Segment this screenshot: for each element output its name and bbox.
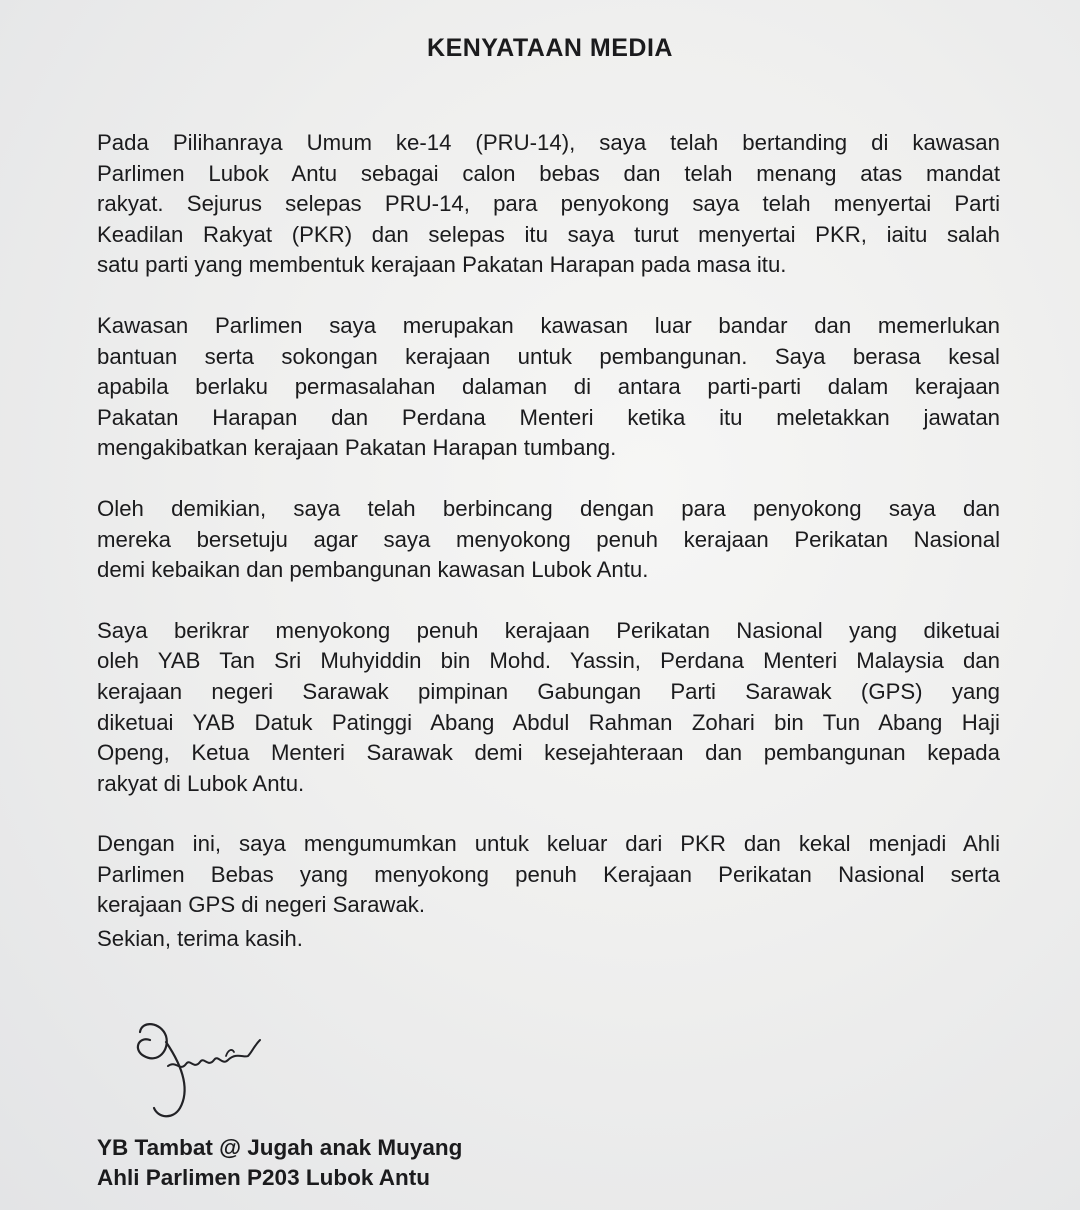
paragraph-line: Dengan ini, saya mengumumkan untuk keluar dari PKR dan kekal menjadi Ahli: [97, 831, 1000, 857]
paragraph-line: mereka bersetuju agar saya menyokong penuh kerajaan Perikatan Nasional: [97, 526, 1000, 552]
closing-line: Sekian, terima kasih.: [97, 926, 303, 951]
paragraph-line: Openg, Ketua Menteri Sarawak demi kesejahteraan dan pembangunan kepada: [97, 740, 1000, 766]
paragraph-line: mengakibatkan kerajaan Pakatan Harapan tumbang.: [97, 435, 617, 461]
paragraph-line: rakyat di Lubok Antu.: [97, 770, 305, 796]
paragraph-line: Kawasan Parlimen saya merupakan kawasan luar bandar dan memerlukan: [97, 312, 1000, 338]
signatory-name: YB Tambat @ Jugah anak Muyang: [97, 1135, 463, 1160]
paragraph-line: Parlimen Bebas yang menyokong penuh Kerajaan Perikatan Nasional serta: [97, 861, 1000, 887]
paragraph-line: oleh YAB Tan Sri Muhyiddin bin Mohd. Yassin, Perdana Menteri Malaysia dan: [97, 648, 1000, 674]
paragraph: [97, 311, 1000, 464]
paragraph-line: Saya berikrar menyokong penuh kerajaan Perikatan Nasional yang diketuai: [97, 617, 1000, 643]
paragraph-line: bantuan serta sokongan kerajaan untuk pembangunan. Saya berasa kesal: [97, 343, 1000, 369]
paragraph-line: Oleh demikian, saya telah berbincang dengan para penyokong saya dan: [97, 495, 1000, 521]
paragraph: [97, 616, 1000, 800]
paragraph: [97, 494, 1000, 586]
paragraph: [97, 128, 1000, 281]
statement-body: [97, 128, 1000, 951]
paragraph-line: Pada Pilihanraya Umum ke-14 (PRU-14), saya telah bertanding di kawasan: [97, 130, 1000, 155]
paragraph-line: diketuai YAB Datuk Patinggi Abang Abdul Rahman Zohari bin Tun Abang Haji: [97, 709, 1000, 735]
paragraph: [97, 829, 1000, 921]
paragraph-line: apabila berlaku permasalahan dalaman di antara parti-parti dalam kerajaan: [97, 374, 1000, 400]
paragraph-line: rakyat. Sejurus selepas PRU-14, para penyokong saya telah menyertai Parti: [97, 191, 1000, 217]
paragraph-line: Keadilan Rakyat (PKR) dan selepas itu saya turut menyertai PKR, iaitu salah: [97, 221, 1000, 247]
paragraph-line: Pakatan Harapan dan Perdana Menteri ketika itu meletakkan jawatan: [97, 404, 1000, 430]
paragraph-line: kerajaan negeri Sarawak pimpinan Gabungan Parti Sarawak (GPS) yang: [97, 678, 1000, 704]
paragraph-line: Parlimen Lubok Antu sebagai calon bebas dan telah menang atas mandat: [97, 160, 1000, 186]
document-title: KENYATAAN MEDIA: [427, 34, 673, 62]
paragraph-line: demi kebaikan dan pembangunan kawasan Lubok Antu.: [97, 557, 649, 583]
signatory-role: Ahli Parlimen P203 Lubok Antu: [97, 1165, 430, 1190]
handwritten-signature: [128, 1012, 278, 1130]
paragraph-line: kerajaan GPS di negeri Sarawak.: [97, 892, 426, 918]
paragraph-line: satu parti yang membentuk kerajaan Pakatan Harapan pada masa itu.: [97, 252, 787, 278]
